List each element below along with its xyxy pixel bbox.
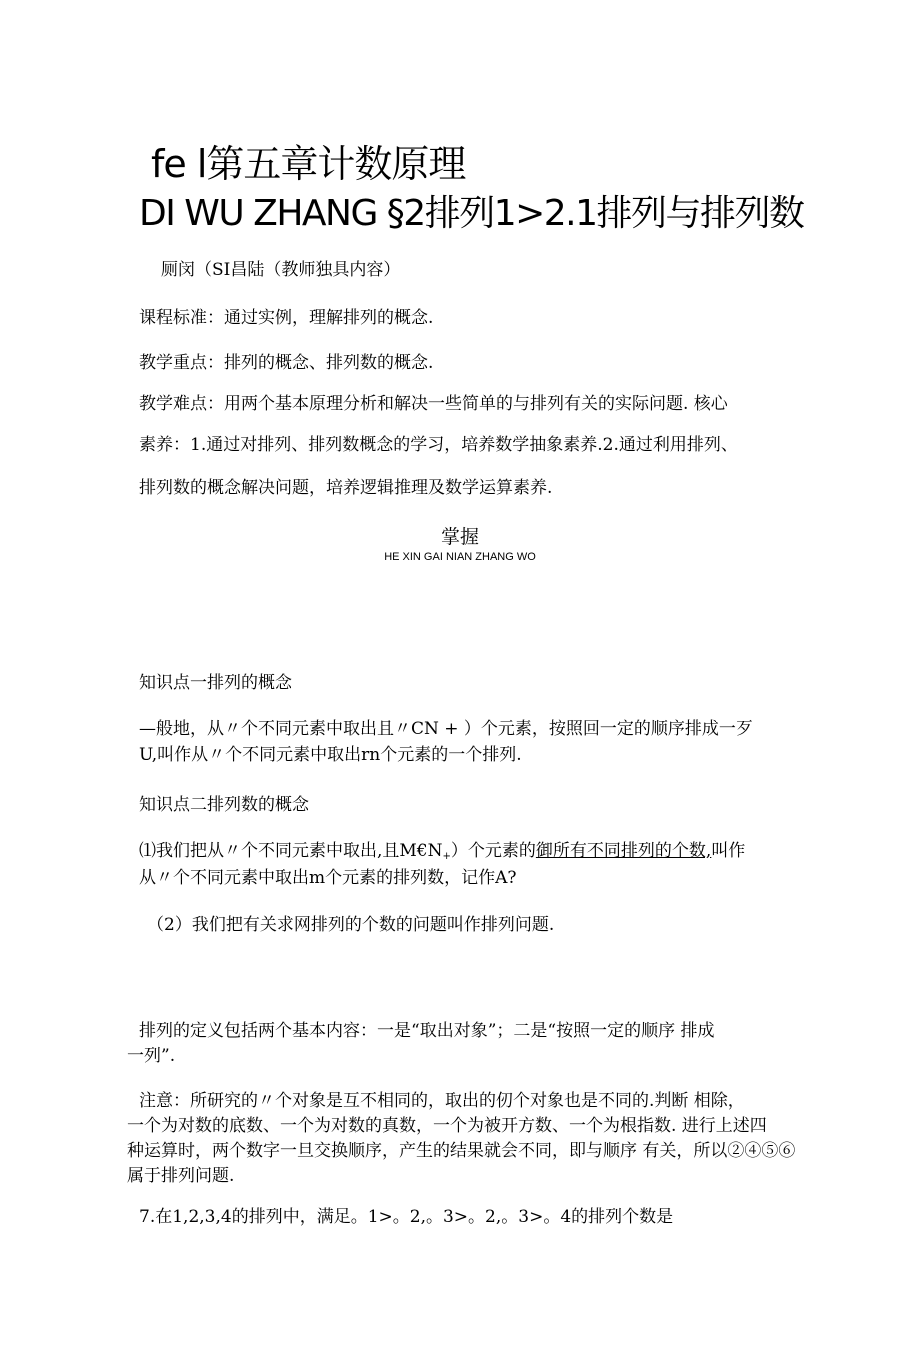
kp2-line1-underlined: 御所有不同排列的个数, — [535, 841, 712, 861]
section-title: DI WU ZHANG §2排列1>2.1排列与排列数 — [139, 193, 804, 234]
attention-line2: 一个为对数的底数、一个为对数的真数，一个为被开方数、一个为根指数. 进行上述四 — [127, 1116, 767, 1136]
curriculum-standard: 课程标准：通过实例，理解排列的概念. — [139, 308, 434, 328]
exercise-7: 7.在1,2,3,4的排列中，满足。1>。2,。3>。2,。3>。4的排列个数是 — [139, 1207, 674, 1227]
knowledge-point-2-line3: （2）我们把有关求网排列的个数的问题叫作排列问题. — [147, 915, 555, 935]
kp2-line1-subscript: + — [442, 851, 451, 862]
knowledge-point-2-line2: 从〃个不同元素中取出m个元素的排列数，记作A? — [139, 868, 517, 888]
teaching-difficulties-line2: 素养：1.通过对排列、排列数概念的学习，培养数学抽象素养.2.通过利用排列、 — [139, 435, 738, 455]
knowledge-point-1-heading: 知识点一排列的概念 — [139, 673, 292, 693]
kp2-line1-part-b: ）个元素的 — [450, 841, 536, 861]
definition-note-line2: 一列”. — [127, 1046, 176, 1066]
knowledge-point-2-line1 — [139, 840, 745, 868]
teaching-difficulties-line1: 教学难点：用两个基本原理分析和解决一些简单的与排列有关的实际问题. 核心 — [139, 394, 728, 414]
teacher-note: 厕闵（SI昌陆（教师独具内容） — [161, 260, 401, 280]
attention-line4: 属于排列问题. — [127, 1166, 235, 1186]
chapter-title: fe l第五章计数原理 — [151, 142, 466, 186]
knowledge-point-1-line1: —般地，从〃个不同元素中取出且〃CN + ）个元素，按照回一定的顺序排成一歹 — [139, 719, 753, 739]
teaching-key-points: 教学重点：排列的概念、排列数的概念. — [139, 353, 434, 373]
teaching-difficulties-line3: 排列数的概念解决问题，培养逻辑推理及数学运算素养. — [139, 478, 553, 498]
core-section-title: 掌握 — [440, 526, 479, 548]
attention-line1: 注意：所研究的〃个对象是互不相同的，取出的仞个对象也是不同的.判断 相除， — [139, 1091, 745, 1111]
attention-line3: 种运算时，两个数字一旦交换顺序，产生的结果就会不同，即与顺序 有关，所以②④⑤⑥ — [127, 1141, 796, 1161]
kp2-line1-part-a: ⑴我们把从〃个不同元素中取出,且M€N — [139, 841, 443, 861]
kp2-line1-part-c: 叫作 — [711, 841, 746, 861]
knowledge-point-1-line2: U,叫作从〃个不同元素中取出rn个元素的一个排列. — [139, 745, 522, 765]
core-section-subtitle: HE XIN GAI NIAN ZHANG WO — [384, 551, 536, 563]
definition-note-line1: 排列的定义包括两个基本内容：一是“取出对象”；二是“按照一定的顺序 排成 — [139, 1021, 715, 1041]
knowledge-point-2-heading: 知识点二排列数的概念 — [139, 795, 309, 815]
